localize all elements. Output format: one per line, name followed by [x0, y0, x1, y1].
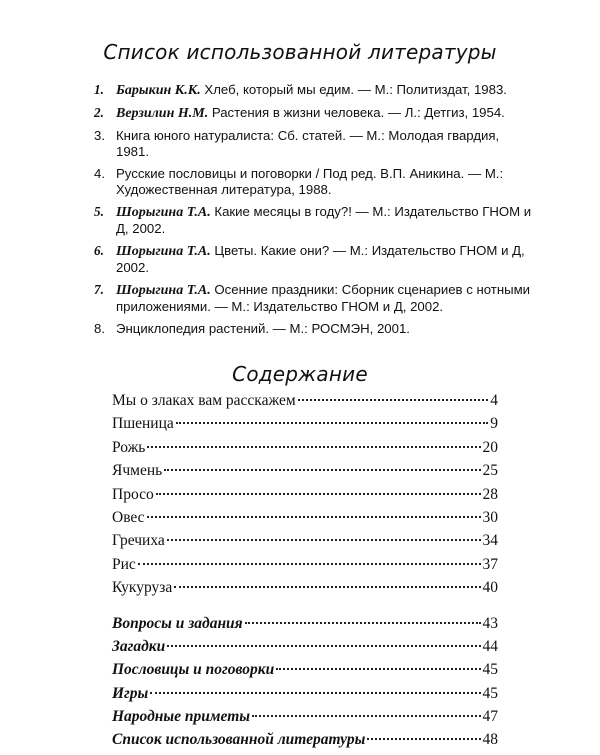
- bibliography-item: [94, 128, 534, 160]
- contents-row-label: Пшеница: [112, 415, 174, 433]
- contents-row: [112, 462, 498, 485]
- dot-leader: [147, 446, 480, 448]
- dot-leader: [174, 586, 480, 588]
- contents-row-page: 9: [490, 415, 498, 433]
- contents-row-page: 48: [482, 731, 498, 749]
- contents-row-label: Кукуруза: [112, 579, 173, 597]
- contents-title: Содержание: [232, 362, 368, 386]
- contents-row-label: Рожь: [112, 438, 146, 456]
- contents-row-page: 45: [482, 661, 498, 679]
- contents-row: [112, 509, 498, 532]
- bibliography-list: [94, 82, 534, 343]
- bibliography-item-text: Цветы. Какие они? — М.: Издательство ГНОМ и Д, 2002.: [116, 243, 525, 275]
- bibliography-item: [94, 105, 534, 122]
- contents-row-page: 44: [482, 637, 498, 655]
- contents-row-page: 4: [490, 392, 498, 409]
- bibliography-item-number: 6.: [94, 243, 104, 258]
- dot-leader: [298, 399, 489, 401]
- bibliography-item-text: Книга юного натуралиста: Сб. статей. — М.: Молодая гвардия, 1981.: [116, 128, 500, 159]
- dot-leader: [147, 516, 481, 518]
- bibliography-item: [94, 204, 534, 237]
- bibliography-item: [94, 82, 534, 99]
- bibliography-item-text: Хлеб, который мы едим. — М.: Политиздат, 1983.: [200, 82, 507, 97]
- contents-row: [112, 392, 498, 415]
- bibliography-item-author: Шорыгина Т.А.: [116, 283, 211, 298]
- contents-row: [112, 685, 498, 708]
- bibliography-item-text: Какие месяцы в году?! — М.: Издательство ГНОМ и Д, 2002.: [116, 204, 532, 236]
- dot-leader: [156, 493, 481, 495]
- contents-row: [112, 556, 498, 579]
- bibliography-item-number: 8.: [94, 321, 105, 336]
- dot-leader: [167, 539, 481, 541]
- dot-leader: [245, 622, 481, 624]
- contents-row-label: Народные приметы: [112, 708, 251, 726]
- contents-row-page: 25: [482, 462, 498, 480]
- contents-row: [112, 638, 498, 661]
- contents-row: [112, 731, 498, 754]
- dot-leader: [138, 563, 481, 565]
- contents-row: [112, 615, 498, 638]
- bibliography-item-author: Шорыгина Т.А.: [116, 244, 211, 259]
- bibliography-item: [94, 243, 534, 276]
- dot-leader: [252, 715, 480, 717]
- bibliography-item: [94, 282, 534, 315]
- contents-row-label: Список использованной литературы: [112, 731, 366, 749]
- contents-row-label: Загадки: [112, 637, 166, 655]
- contents-row-page: 28: [482, 485, 498, 503]
- bibliography-item: [94, 166, 534, 198]
- bibliography-item-number: 3.: [94, 128, 105, 143]
- contents-row-page: 45: [482, 684, 498, 702]
- table-of-contents: [112, 392, 498, 755]
- bibliography-item-text: Энциклопедия растений. — М.: РОСМЭН, 2001.: [116, 321, 410, 336]
- bibliography-item-text: Растения в жизни человека. — Л.: Детгиз, 1954.: [208, 105, 505, 120]
- dot-leader: [367, 738, 480, 740]
- contents-row-label: Гречиха: [112, 532, 165, 550]
- bibliography-item-number: 1.: [94, 82, 104, 97]
- contents-row: [112, 579, 498, 602]
- contents-row-page: 30: [482, 508, 498, 526]
- contents-row-label: Рис: [112, 555, 136, 573]
- contents-row-label: Мы о злаках вам расскажем: [112, 392, 296, 409]
- bibliography-item-number: 2.: [94, 105, 104, 120]
- bibliography-item-number: 7.: [94, 282, 104, 297]
- bibliography-item-text: Русские пословицы и поговорки / Под ред. В.П. Аникина. — М.: Художественная литература, 1988.: [116, 166, 504, 197]
- bibliography-item-author: Верзилин Н.М.: [116, 106, 209, 121]
- contents-row-label: Ячмень: [112, 462, 163, 480]
- contents-row: [112, 661, 498, 684]
- contents-row-page: 34: [482, 532, 498, 550]
- dot-leader: [276, 668, 480, 670]
- bibliography-title: Список использованной литературы: [103, 40, 497, 64]
- contents-row-page: 43: [482, 614, 498, 632]
- contents-row-label: Вопросы и задания: [112, 614, 243, 632]
- contents-row: [112, 439, 498, 462]
- dot-leader: [167, 645, 480, 647]
- dot-leader: [176, 422, 488, 424]
- dot-leader: [164, 469, 480, 471]
- contents-row-page: 37: [482, 555, 498, 573]
- dot-leader: [150, 692, 480, 694]
- bibliography-item-author: Шорыгина Т.А.: [116, 205, 211, 220]
- contents-row: [112, 415, 498, 438]
- bibliography-item: [94, 321, 534, 337]
- bibliography-item-number: 4.: [94, 166, 105, 181]
- contents-row-page: 20: [482, 438, 498, 456]
- contents-row-label: Овес: [112, 508, 145, 526]
- bibliography-item-text: Осенние праздники: Сборник сценариев с нотными приложениями. — М.: Издательство ГНОМ и Д, 2002.: [116, 282, 531, 314]
- contents-row-label: Пословицы и поговорки: [112, 661, 275, 679]
- contents-row-page: 40: [482, 579, 498, 597]
- contents-row: [112, 708, 498, 731]
- contents-row: [112, 532, 498, 555]
- contents-row-page: 47: [482, 708, 498, 726]
- contents-row-label: Просо: [112, 485, 154, 503]
- contents-row: [112, 486, 498, 509]
- bibliography-item-author: Барыкин К.К.: [116, 83, 201, 98]
- contents-row-label: Игры: [112, 684, 149, 702]
- bibliography-item-number: 5.: [94, 204, 104, 219]
- contents-section-gap: [112, 603, 498, 615]
